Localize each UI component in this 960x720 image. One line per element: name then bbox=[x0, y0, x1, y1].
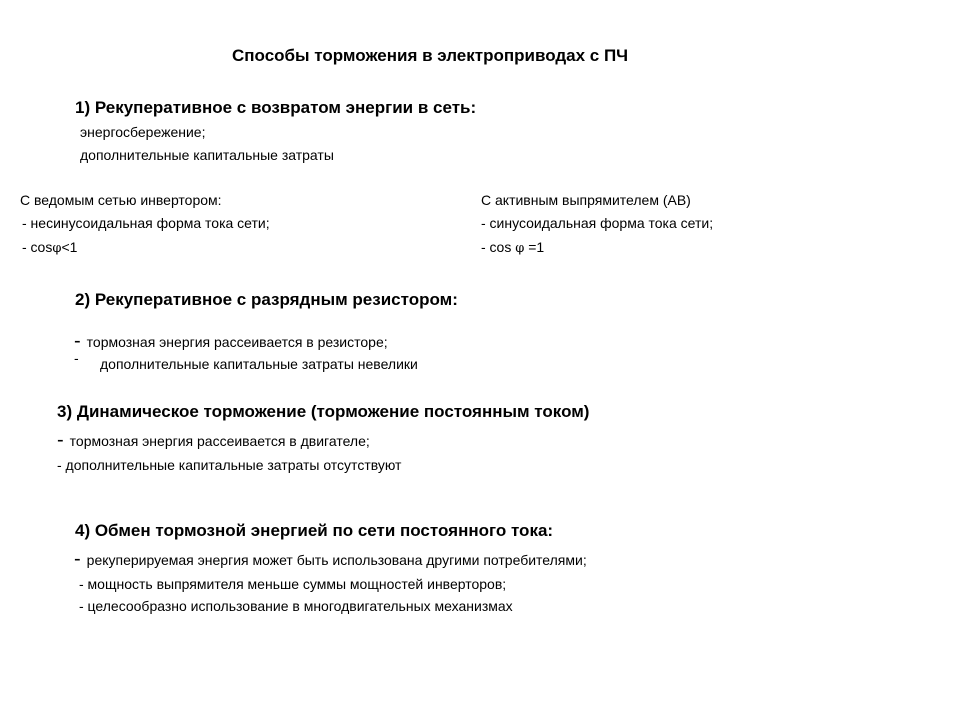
right-column-line-1: - синусоидальная форма тока сети; bbox=[481, 215, 714, 231]
section-4-line-1 bbox=[74, 549, 587, 569]
right-column-cos-line bbox=[481, 240, 544, 255]
left-column-cos-line bbox=[22, 240, 77, 255]
section-4-line-1-text: рекуперируемая энергия может быть использована другими потребителями; bbox=[86, 552, 587, 568]
section-2-line-1-text: тормозная энергия рассеивается в резисторе; bbox=[86, 334, 388, 350]
right-column-title: С активным выпрямителем (АВ) bbox=[481, 192, 691, 208]
section-1-line-2: дополнительные капитальные затраты bbox=[80, 147, 334, 163]
section-3-line-2: - дополнительные капитальные затраты отсутствуют bbox=[57, 457, 402, 473]
phi-symbol: φ bbox=[52, 241, 62, 256]
section-4-line-3: - целесообразно использование в многодвигательных механизмах bbox=[79, 598, 513, 614]
section-1-line-1: энергосбережение; bbox=[80, 124, 206, 140]
section-3-line-1 bbox=[57, 430, 370, 450]
cos-prefix: - cos bbox=[481, 239, 516, 255]
section-3-heading: 3) Динамическое торможение (торможение постоянным током) bbox=[57, 402, 590, 421]
dash-bullet: - bbox=[57, 429, 64, 451]
section-2-line-2: дополнительные капитальные затраты невелики bbox=[100, 356, 418, 372]
dash-bullet: - bbox=[74, 548, 81, 570]
section-3-line-1-text: тормозная энергия рассеивается в двигателе; bbox=[69, 433, 370, 449]
section-4-line-2: - мощность выпрямителя меньше суммы мощностей инверторов; bbox=[79, 576, 507, 592]
slide-title: Способы торможения в электроприводах с ПЧ bbox=[232, 46, 629, 65]
dash-bullet: - bbox=[74, 330, 81, 352]
phi-symbol: φ bbox=[515, 241, 525, 256]
dash-bullet: - bbox=[74, 350, 79, 366]
section-2-line-1 bbox=[74, 331, 388, 351]
section-4-heading: 4) Обмен тормозной энергией по сети постоянного тока: bbox=[75, 521, 554, 540]
section-2-heading: 2) Рекуперативное с разрядным резистором: bbox=[75, 290, 458, 309]
left-column-title: С ведомым сетью инвертором: bbox=[20, 192, 222, 208]
cos-suffix: =1 bbox=[524, 239, 545, 255]
left-column-line-1: - несинусоидальная форма тока сети; bbox=[22, 215, 270, 231]
cos-suffix: <1 bbox=[61, 239, 78, 255]
cos-prefix: - cos bbox=[22, 239, 53, 255]
section-1-heading: 1) Рекуперативное с возвратом энергии в сеть: bbox=[75, 98, 477, 117]
